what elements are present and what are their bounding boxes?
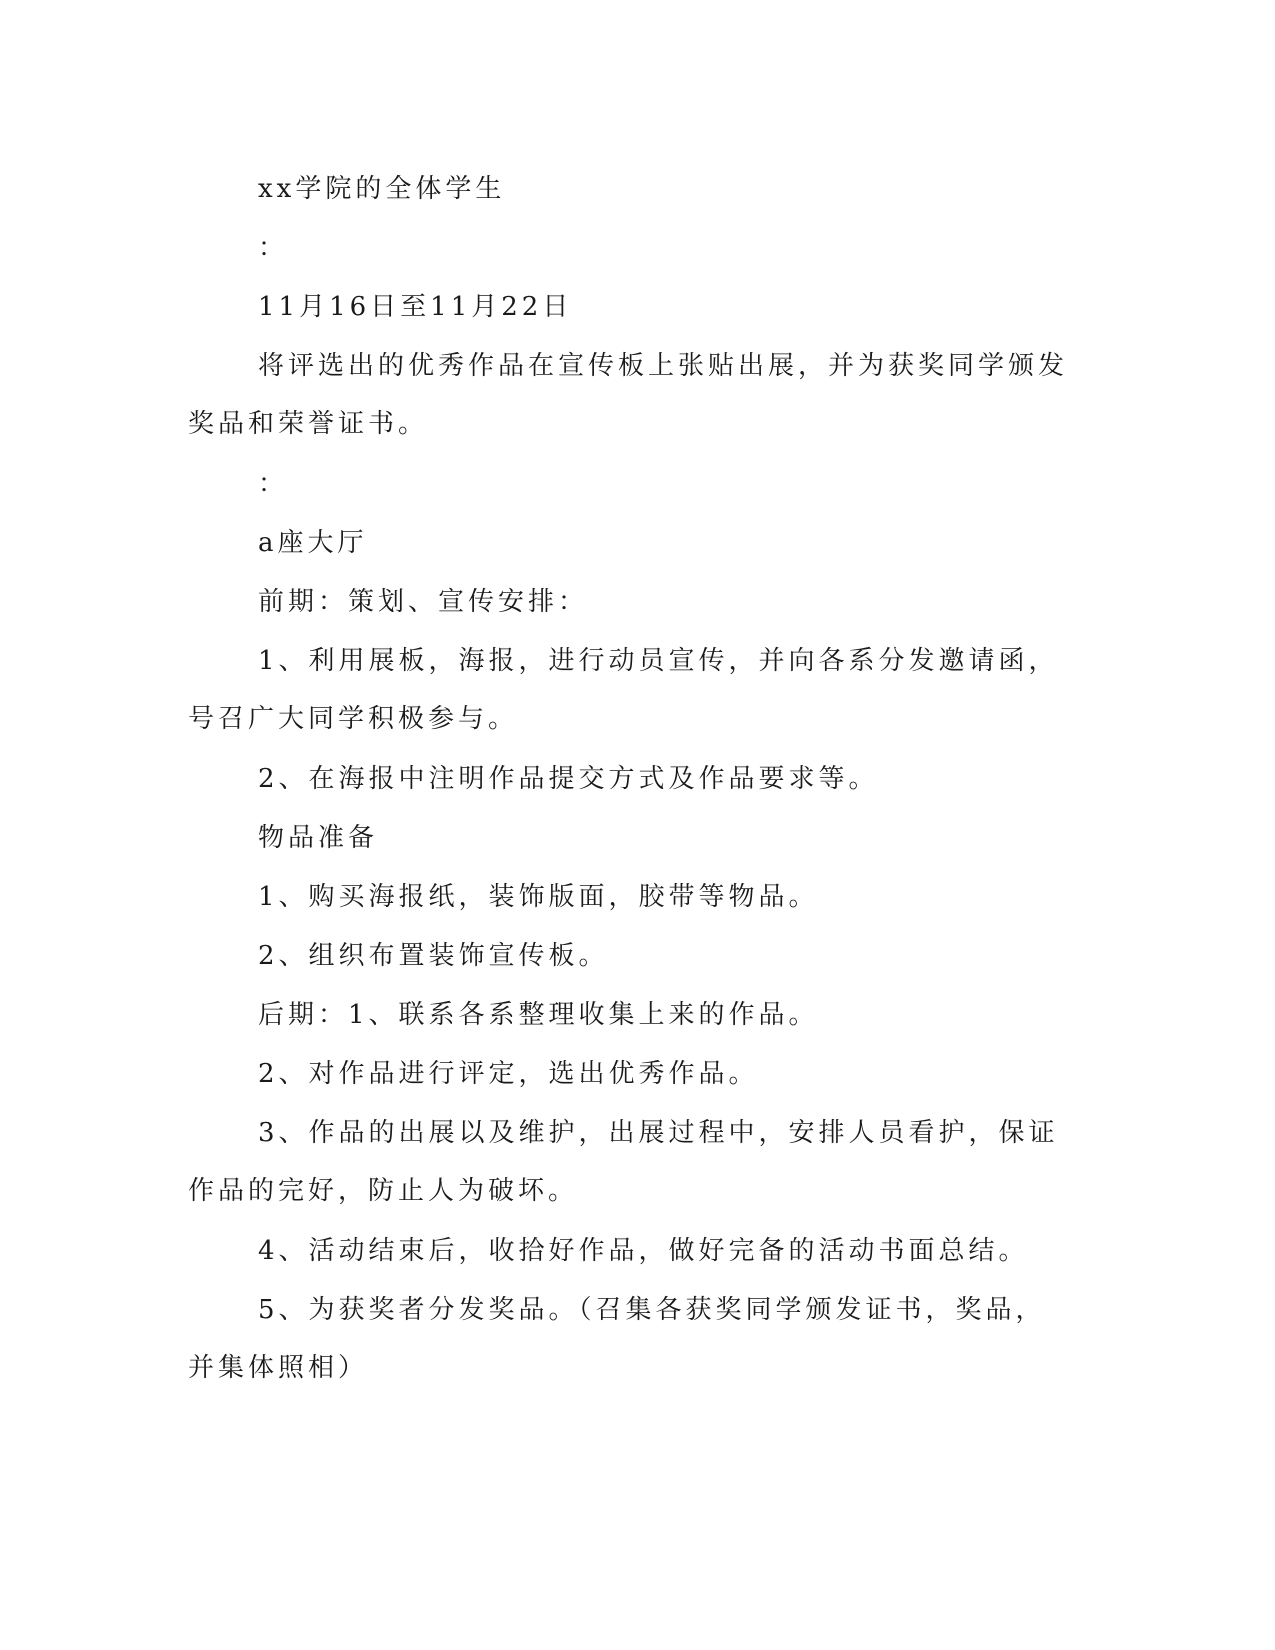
paragraph-content: 将评选出的优秀作品在宣传板上张贴出展，并为获奖同学颁发奖品和荣誉证书。 bbox=[188, 351, 1069, 439]
paragraph-supplies-heading: 物品准备 bbox=[258, 823, 379, 853]
paragraph-later-4: 4、活动结束后，收拾好作品，做好完备的活动书面总结。 bbox=[258, 1236, 1029, 1266]
paragraph-dates: 11月16日至11月22日 bbox=[258, 292, 573, 322]
paragraph-supplies-1: 1、购买海报纸，装饰版面，胶带等物品。 bbox=[258, 882, 819, 912]
paragraph-colon-2: ： bbox=[258, 469, 289, 499]
paragraph-supplies-2: 2、组织布置装饰宣传板。 bbox=[258, 941, 609, 971]
paragraph-audience: xx学院的全体学生 bbox=[258, 174, 506, 204]
paragraph-planning-1: 1、利用展板，海报，进行动员宣传，并向各系分发邀请函，号召广大同学积极参与。 bbox=[188, 646, 1059, 734]
paragraph-later-3: 3、作品的出展以及维护，出展过程中，安排人员看护，保证作品的完好，防止人为破坏。 bbox=[188, 1118, 1059, 1206]
paragraph-colon-1: ： bbox=[258, 233, 289, 263]
paragraph-planning-heading: 前期：策划、宣传安排： bbox=[258, 587, 589, 617]
paragraph-later-5: 5、为获奖者分发奖品。（召集各获奖同学颁发证书，奖品，并集体照相） bbox=[188, 1295, 1046, 1383]
paragraph-later-2: 2、对作品进行评定，选出优秀作品。 bbox=[258, 1059, 759, 1089]
paragraph-planning-2: 2、在海报中注明作品提交方式及作品要求等。 bbox=[258, 764, 879, 794]
paragraph-location: a座大厅 bbox=[258, 528, 368, 558]
paragraph-later-1: 后期：1、联系各系整理收集上来的作品。 bbox=[258, 1000, 819, 1030]
